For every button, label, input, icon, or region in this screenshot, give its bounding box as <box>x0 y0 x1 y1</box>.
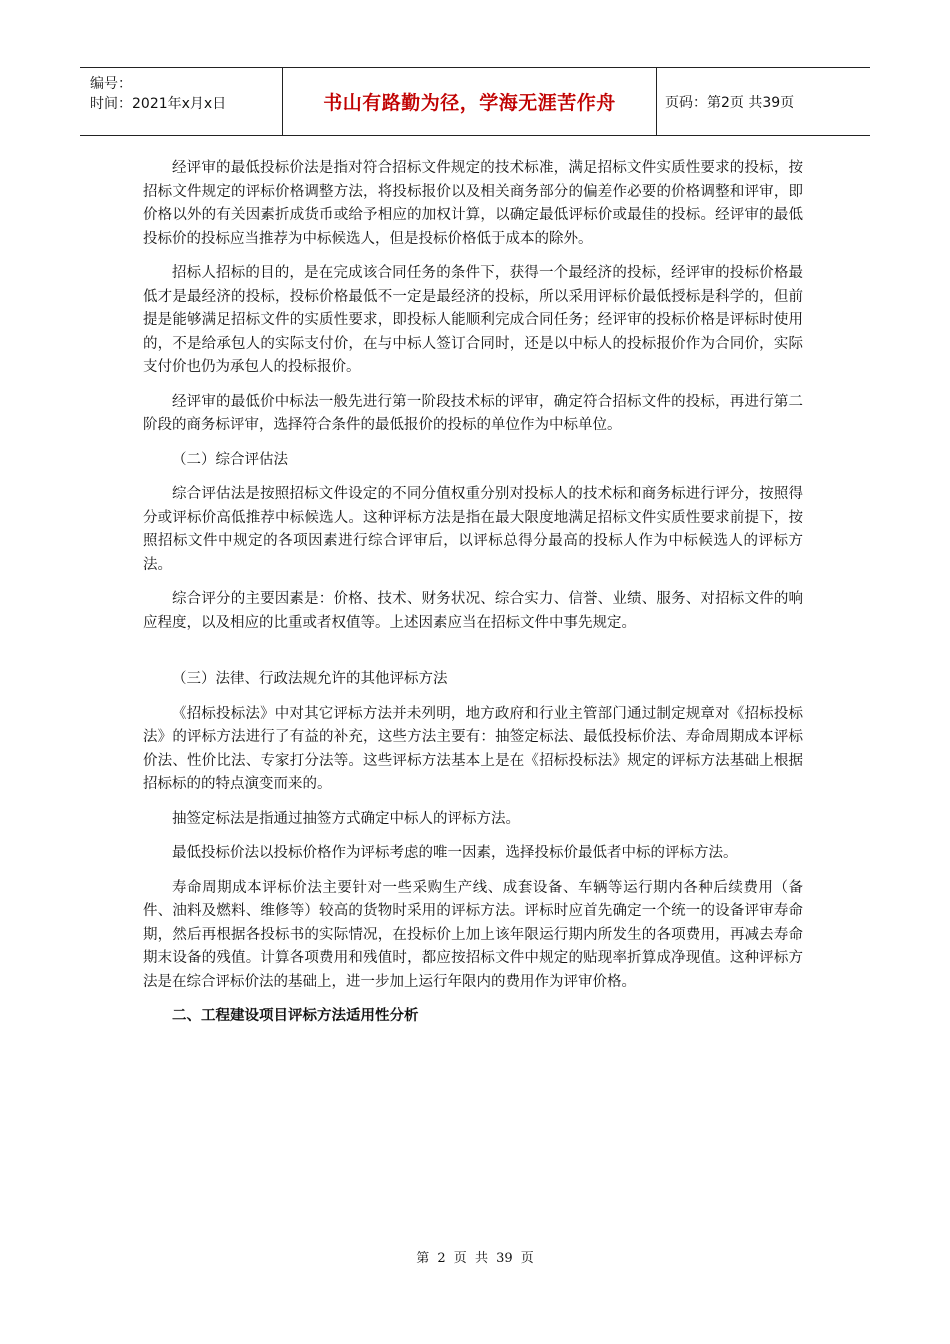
document-body <box>143 157 803 1040</box>
footer-page-number: 2 <box>437 1251 446 1266</box>
footer-ye: 页 <box>453 1251 467 1266</box>
footer-di: 第 <box>416 1251 430 1266</box>
paragraph-lowest-bid-method: 最低投标价法以投标价格作为评标考虑的唯一因素，选择投标价最低者中标的评标方法。 <box>172 845 738 861</box>
paragraph-other-methods-overview: 《招标投标法》中对其它评标方法并未列明，地方政府和行业主管部门通过制定规章对《招标投标法》的评标方法进行了有益的补充，这些方法主要有：抽签定标法、最低投标价法、寿命周期成本评标价法、性价比法、专家打分法等。这些评标方法基本上是在《招标投标法》规定的评标方法基础上根据招标标的的特点演变而来的。 <box>143 705 803 792</box>
paragraph-lowest-price-definition: 经评审的最低投标价法是指对符合招标文件规定的技术标准，满足招标文件实质性要求的投标，按招标文件规定的评标价格调整方法，将投标报价以及相关商务部分的偏差作必要的价格调整和评审，即价格以外的有关因素折成货币或给予相应的加权计算，以确定最低评标价或最佳的投标。经评审的最低投标价的投标应当推荐为中标候选人，但是投标价格低于成本的除外。 <box>143 160 803 247</box>
document-header <box>80 67 870 136</box>
header-motto: 书山有路勤为径，学海无涯苦作舟 <box>283 68 657 135</box>
paragraph-lowest-price-stages: 经评审的最低价中标法一般先进行第一阶段技术标的评审，确定符合招标文件的投标，再进行第二阶段的商务标评审，选择符合条件的最低报价的投标的单位作为中标单位。 <box>143 393 803 433</box>
page-footer <box>0 1247 950 1266</box>
paragraph-comprehensive-factors: 综合评分的主要因素是：价格、技术、财务状况、综合实力、信誉、业绩、服务、对招标文件的响应程度，以及相应的比重或者权值等。上述因素应当在招标文件中事先规定。 <box>143 591 803 631</box>
paragraph-comprehensive-definition: 综合评估法是按照招标文件设定的不同分值权重分别对投标人的技术标和商务标进行评分，按照得分或评标价高低推荐中标候选人。这种评标方法是指在最大限度地满足招标文件实质性要求前提下，按照招标文件中规定的各项因素进行综合评审后，以评标总得分最高的投标人作为中标候选人的评标方法。 <box>143 486 803 573</box>
paragraph-lifecycle-cost-method: 寿命周期成本评标价法主要针对一些采购生产线、成套设备、车辆等运行期内各种后续费用（备件、油料及燃料、维修等）较高的货物时采用的评标方法。评标时应首先确定一个统一的设备评审寿命期，然后再根据各投标书的实际情况，在投标价上加上该年限运行期内所发生的各项费用，再减去寿命期末设备的残值。计算各项费用和残值时，都应按招标文件中规定的贴现率折算成净现值。这种评标方法是在综合评标价法的基础上，进一步加上运行年限内的费用作为评审价格。 <box>143 879 803 990</box>
document-number-label: 编号： <box>90 76 132 92</box>
document-time-label: 时间：2021年x月x日 <box>90 96 227 112</box>
section-heading-applicability: 二、工程建设项目评标方法适用性分析 <box>172 1008 419 1024</box>
header-meta-cell <box>80 68 283 135</box>
spacer <box>143 646 803 668</box>
subheading-other-methods: （三）法律、行政法规允许的其他评标方法 <box>172 671 448 687</box>
paragraph-lottery-method: 抽签定标法是指通过抽签方式确定中标人的评标方法。 <box>172 810 520 827</box>
footer-total-pages: 39 <box>496 1251 513 1266</box>
paragraph-tender-purpose: 招标人招标的目的，是在完成该合同任务的条件下，获得一个最经济的投标，经评审的投标价格最低才是最经济的投标，投标价格最低不一定是最经济的投标，所以采用评标价最低授标是科学的，但前提是能够满足招标文件的实质性要求，即投标人能顺利完成合同任务；经评审的投标价格是评标时使用的，不是给承包人的实际支付价，在与中标人签订合同时，还是以中标人的投标报价作为合同价，实际支付价也仍为承包人的投标报价。 <box>143 265 803 375</box>
footer-gong: 共 <box>474 1251 488 1266</box>
header-page-info: 页码：第2页 共39页 <box>665 94 795 111</box>
subheading-comprehensive-evaluation: （二）综合评估法 <box>172 451 288 468</box>
footer-ye-2: 页 <box>520 1251 534 1266</box>
